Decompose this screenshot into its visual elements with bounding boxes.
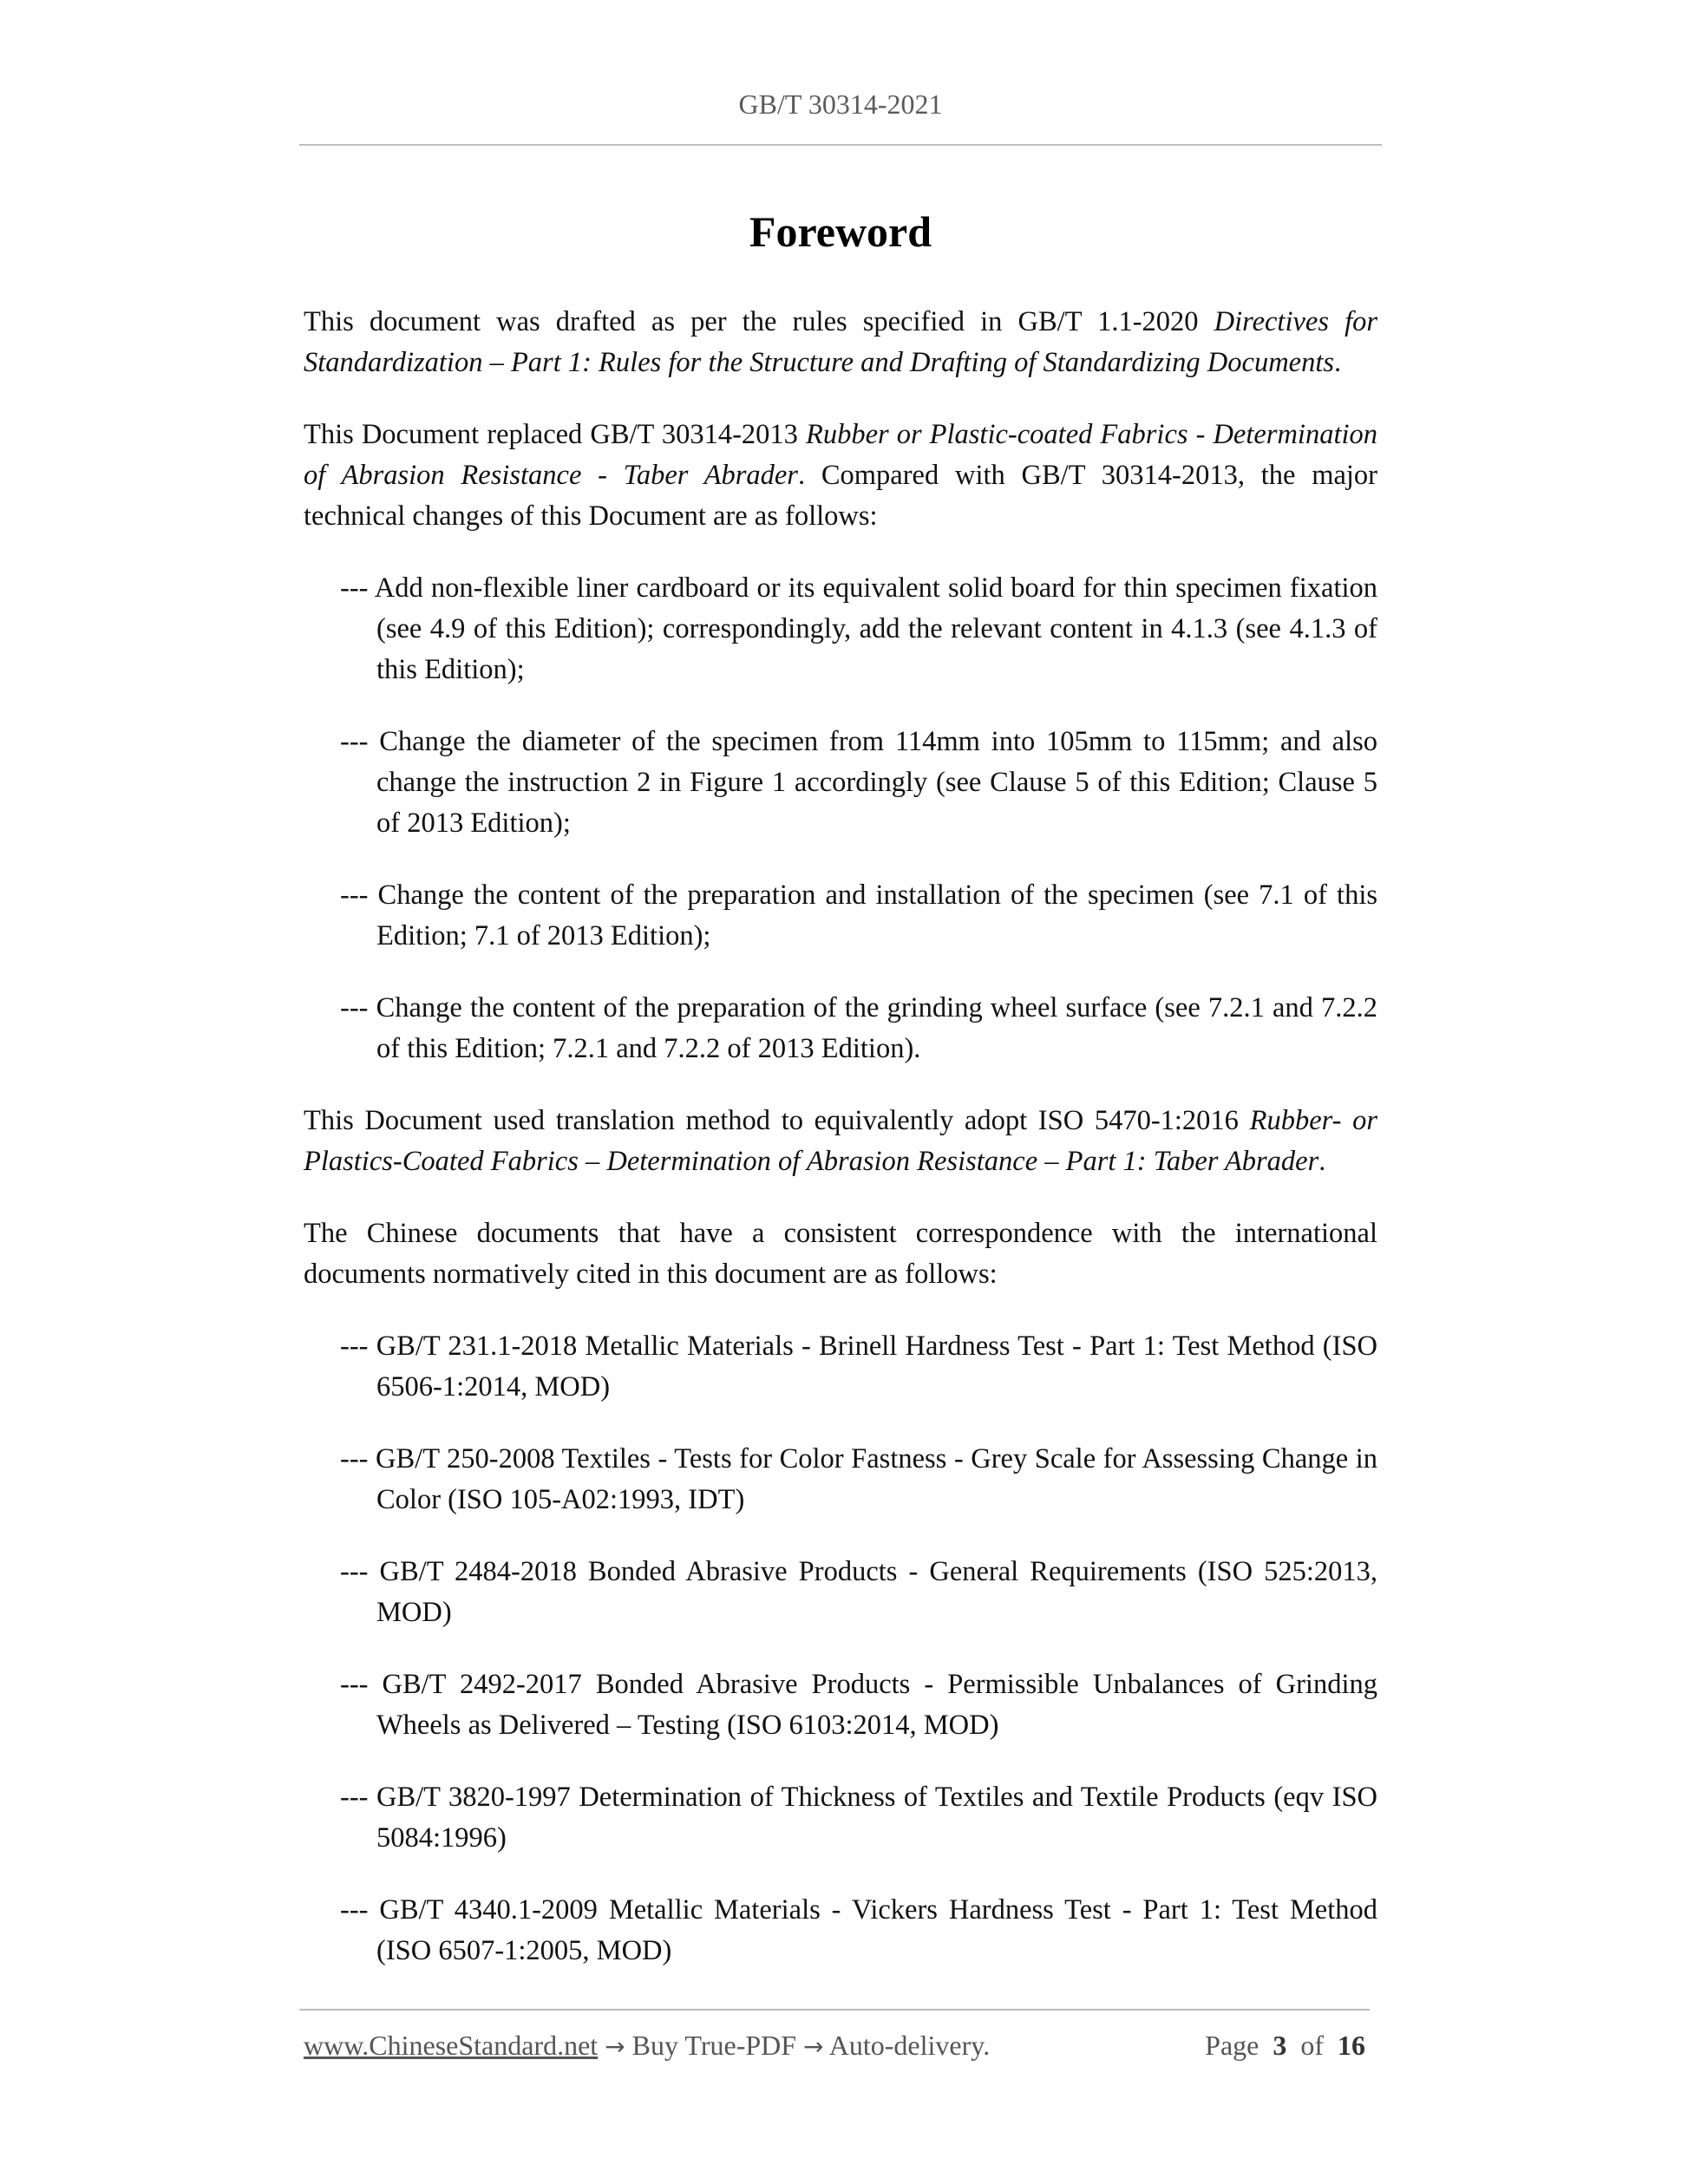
reference-list-item: --- GB/T 2492-2017 Bonded Abrasive Products - Permissible Unbalances of Grinding Wheels as Delivered – Testing (ISO 6103:2014, MOD) — [340, 1669, 1377, 1741]
header-divider — [299, 144, 1382, 146]
page-indicator — [1205, 2030, 1365, 2062]
document-body — [304, 302, 1377, 2003]
paragraph-text: This document was drafted as per the rules specified in GB/T 1.1-2020 — [304, 306, 1214, 337]
paragraph-text: This Document used translation method to equivalently adopt ISO 5470-1:2016 — [304, 1105, 1250, 1136]
paragraph-text: . Compared with GB/T 30314-2013, the major technical changes of this Document are as follows: — [304, 460, 1378, 532]
footer-promo — [304, 2030, 990, 2062]
reference-list-item: --- GB/T 231.1-2018 Metallic Materials - Brinell Hardness Test - Part 1: Test Method (ISO 6506-1:2014, MOD) — [340, 1331, 1377, 1403]
document-title-italic: Rubber or Plastic-coated Fabrics - Determination of Abrasion Resistance - Taber Abrader — [304, 419, 1377, 491]
paragraph-correspondence: The Chinese documents that have a consistent correspondence with the international documents normatively cited in this document are as follows: — [304, 1218, 1377, 1290]
right-arrow-icon: → — [605, 2032, 625, 2061]
reference-list-item: --- GB/T 4340.1-2009 Metallic Materials - Vickers Hardness Test - Part 1: Test Method (ISO 6507-1:2005, MOD) — [340, 1894, 1377, 1966]
change-list-item: --- Change the content of the preparation of the grinding wheel surface (see 7.2.1 and 7.2.2 of this Edition; 7.2.1 and 7.2.2 of 2013 Edition). — [340, 992, 1377, 1064]
change-list-item: --- Add non-flexible liner cardboard or its equivalent solid board for thin specimen fixation (see 4.9 of this Edition); correspondingly, add the relevant content in 4.1.3 (see 4.1.3 of this Edition); — [340, 572, 1377, 685]
page-label: Page — [1205, 2030, 1259, 2061]
auto-delivery-text: Auto-delivery. — [828, 2030, 991, 2061]
document-header-id: GB/T 30314-2021 — [738, 88, 943, 120]
paragraph-text: . — [1334, 347, 1342, 378]
footer-divider — [299, 2009, 1370, 2011]
website-link[interactable]: www.ChineseStandard.net — [304, 2030, 599, 2061]
paragraph-text: This Document replaced GB/T 30314-2013 — [304, 419, 806, 450]
reference-list-item: --- GB/T 3820-1997 Determination of Thickness of Textiles and Textile Products (eqv ISO 5084:1996) — [340, 1782, 1377, 1854]
document-title-italic: Rubber- or Plastics-Coated Fabrics – Determination of Abrasion Resistance – Part 1: Taber Abrader — [304, 1105, 1377, 1177]
total-pages: 16 — [1338, 2030, 1365, 2061]
document-title-italic: Directives for Standardization – Part 1: Rules for the Structure and Drafting of Standardizing Documents — [304, 306, 1377, 378]
buy-pdf-text: Buy True-PDF — [631, 2030, 797, 2061]
paragraph-text: . — [1318, 1146, 1326, 1177]
of-label: of — [1300, 2030, 1324, 2061]
current-page-number: 3 — [1273, 2030, 1287, 2061]
reference-list-item: --- GB/T 250-2008 Textiles - Tests for Color Fastness - Grey Scale for Assessing Change in Color (ISO 105-A02:1993, IDT) — [340, 1443, 1377, 1515]
page-title: Foreword — [749, 207, 932, 256]
paragraph-replacement — [304, 415, 1377, 537]
change-list-item: --- Change the diameter of the specimen from 114mm into 105mm to 115mm; and also change the instruction 2 in Figure 1 accordingly (see Clause 5 of this Edition; Clause 5 of 2013 Edition); — [340, 726, 1377, 839]
change-list-item: --- Change the content of the preparation and installation of the specimen (see 7.1 of this Edition; 7.1 of 2013 Edition); — [340, 879, 1377, 951]
right-arrow-icon: → — [803, 2032, 824, 2061]
paragraph-adoption — [304, 1101, 1377, 1182]
paragraph-drafting-rules — [304, 302, 1377, 383]
reference-list-item: --- GB/T 2484-2018 Bonded Abrasive Products - General Requirements (ISO 525:2013, MOD) — [340, 1556, 1377, 1628]
